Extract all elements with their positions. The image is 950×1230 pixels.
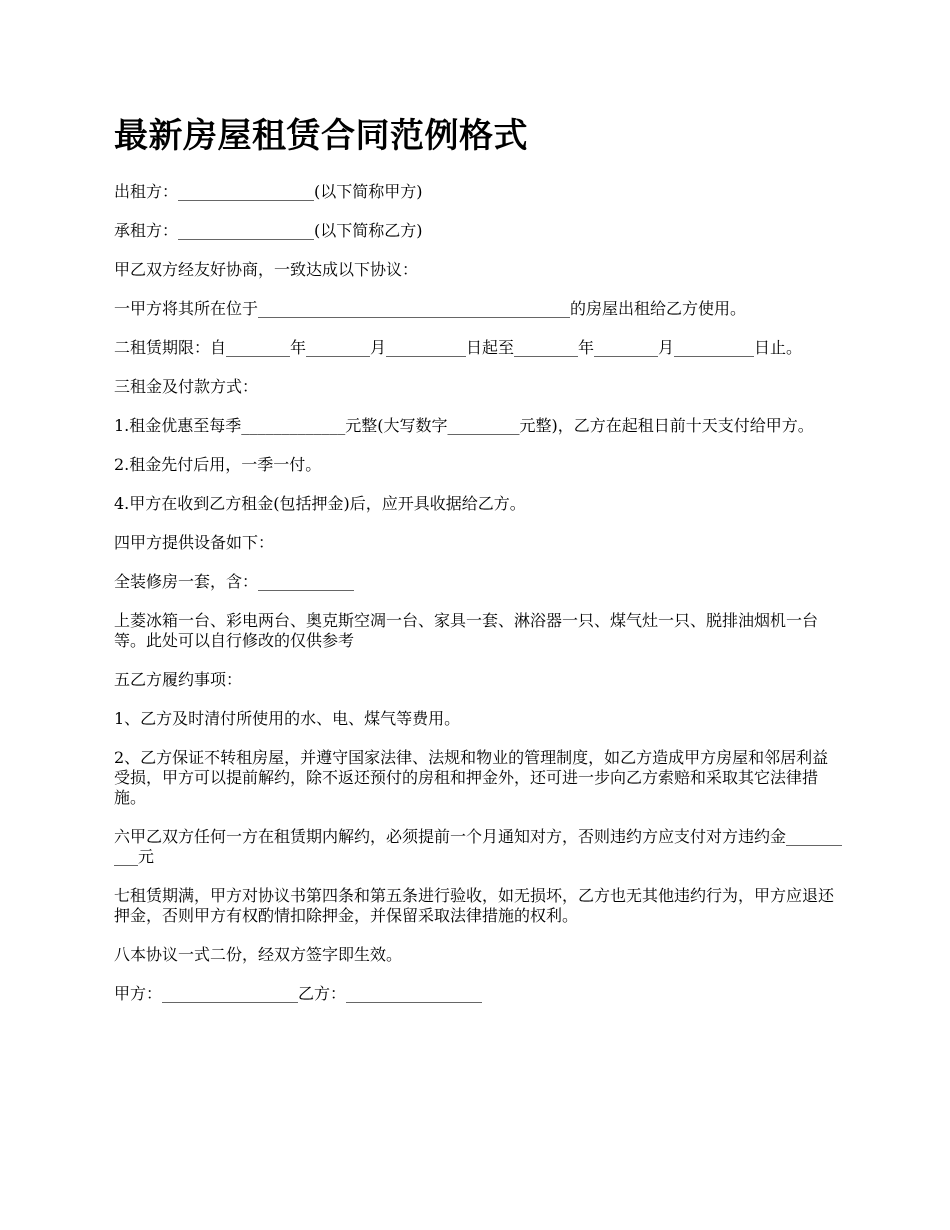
clause-4-heading: 四甲方提供设备如下： bbox=[114, 533, 275, 552]
clause-3-item-1: 1.租金优惠至每季_____________元整(大写数字_________元整)，乙方在起租日前十天支付给甲方。 bbox=[114, 416, 814, 435]
clause-6-termination: 六甲乙双方任何一方在租赁期内解约，必须提前一个月通知对方，否则违约方应支付对方违约金__________元 bbox=[114, 827, 843, 866]
clause-1-location: 一甲方将其所在位于_______________________________________的房屋出租给乙方使用。 bbox=[114, 299, 747, 318]
clause-5-item-1: 1、乙方及时清付所使用的水、电、煤气等费用。 bbox=[114, 709, 461, 728]
document-page bbox=[114, 112, 844, 1023]
lessor-line: 出租方：_________________(以下简称甲方) bbox=[114, 182, 423, 201]
clause-2-term: 二租赁期限：自________年________月__________日起至________年________月__________日止。 bbox=[114, 338, 803, 357]
lessee-line: 承租方：_________________(以下简称乙方) bbox=[114, 221, 423, 240]
clause-8-copies: 八本协议一式二份，经双方签字即生效。 bbox=[114, 945, 403, 964]
clause-3-heading: 三租金及付款方式： bbox=[114, 377, 259, 396]
signature-line: 甲方：_________________乙方：_________________ bbox=[114, 984, 483, 1003]
clause-5-item-2: 2、乙方保证不转租房屋，并遵守国家法律、法规和物业的管理制度，如乙方造成甲方房屋和邻居利益受损，甲方可以提前解约，除不返还预付的房租和押金外，还可进一步向乙方索赔和采取其它法律措施。 bbox=[114, 748, 829, 807]
document-title: 最新房屋租赁合同范例格式 bbox=[114, 116, 528, 156]
clause-3-item-4: 4.甲方在收到乙方租金(包括押金)后，应开具收据给乙方。 bbox=[114, 494, 526, 513]
clause-7-expiry: 七租赁期满，甲方对协议书第四条和第五条进行验收，如无损坏，乙方也无其他违约行为，甲方应退还押金，否则甲方有权酌情扣除押金，并保留采取法律措施的权利。 bbox=[114, 886, 835, 925]
clause-4-furnished: 全装修房一套，含：____________ bbox=[114, 572, 355, 591]
clause-4-equipment-list: 上菱冰箱一台、彩电两台、奥克斯空凋一台、家具一套、淋浴器一只、煤气灶一只、脱排油烟机一台等。此处可以自行修改的仅供参考 bbox=[114, 611, 819, 650]
clause-3-item-2: 2.租金先付后用，一季一付。 bbox=[114, 455, 322, 474]
clause-5-heading: 五乙方履约事项： bbox=[114, 670, 243, 689]
agreement-intro: 甲乙双方经友好协商，一致达成以下协议： bbox=[114, 260, 419, 279]
